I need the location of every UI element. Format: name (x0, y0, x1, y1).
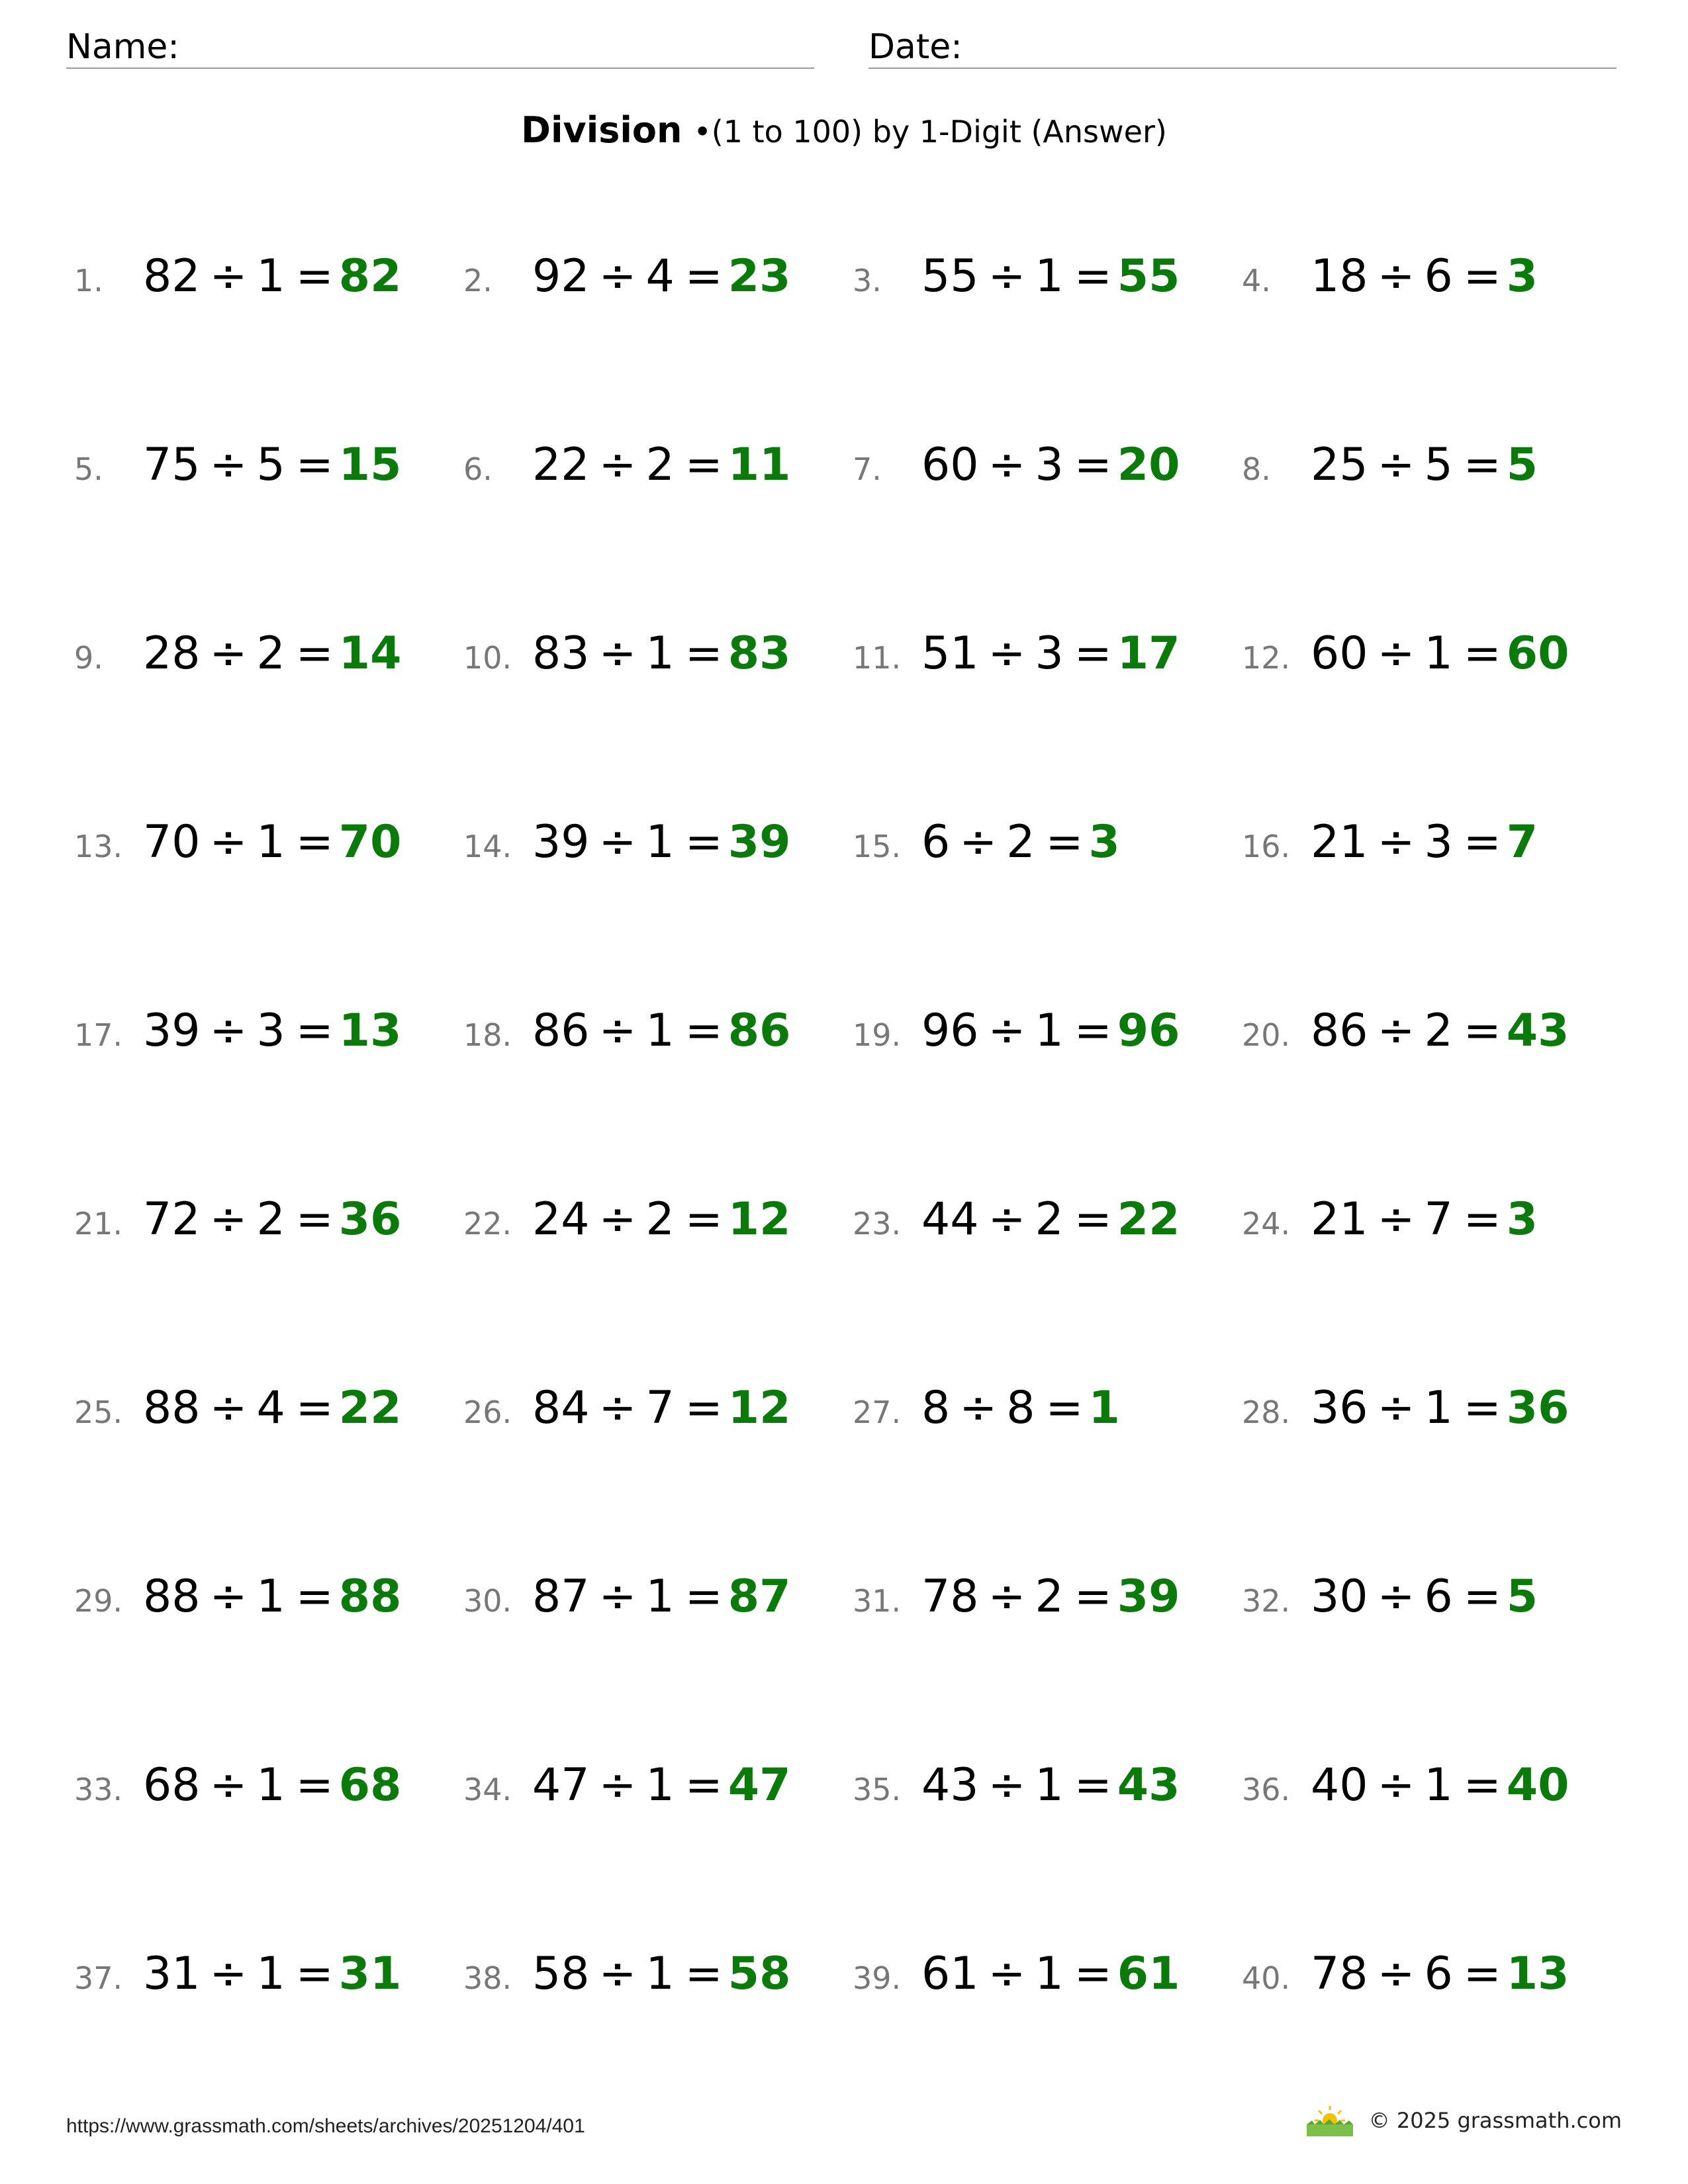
problem-number: 38. (463, 1960, 512, 1996)
equals-sign: = (1045, 1382, 1084, 1434)
problem-item (853, 1948, 1242, 2034)
answer: 13 (338, 1005, 402, 1057)
divisor: 3 (1035, 627, 1064, 680)
dividend: 88 (143, 1382, 201, 1434)
problem-item (74, 1382, 463, 1468)
division-sign: ÷ (598, 250, 637, 302)
division-sign: ÷ (209, 1193, 248, 1246)
answer: 23 (727, 250, 791, 302)
answer: 31 (338, 1948, 402, 2000)
answer: 20 (1117, 439, 1180, 491)
divisor: 1 (1035, 1759, 1064, 1811)
problem-item (74, 1948, 463, 2034)
division-sign: ÷ (988, 1570, 1026, 1623)
problem-item (74, 627, 463, 713)
equals-sign: = (295, 439, 334, 491)
problem-number: 14. (463, 829, 512, 864)
equals-sign: = (1074, 1948, 1112, 2000)
divisor: 6 (1424, 1948, 1453, 2000)
dividend: 58 (532, 1948, 590, 2000)
answer: 58 (727, 1948, 791, 2000)
answer: 68 (338, 1759, 402, 1811)
footer-url: https://www.grassmath.com/sheets/archives/20251204/401 (66, 2115, 585, 2137)
dividend: 83 (532, 627, 590, 680)
problem-item (74, 250, 463, 336)
dividend: 31 (143, 1948, 201, 2000)
equals-sign: = (1463, 816, 1501, 868)
dividend: 68 (143, 1759, 201, 1811)
answer: 22 (338, 1382, 402, 1434)
problem-number: 15. (853, 829, 902, 864)
divisor: 7 (645, 1382, 675, 1434)
answer: 88 (338, 1570, 402, 1623)
dividend: 60 (1311, 627, 1368, 680)
problem-number: 24. (1242, 1206, 1291, 1242)
answer: 55 (1117, 250, 1180, 302)
problem-number: 32. (1242, 1583, 1291, 1619)
dividend: 88 (143, 1570, 201, 1623)
problem-item (463, 1570, 853, 1657)
equals-sign: = (1074, 1570, 1112, 1623)
division-sign: ÷ (1377, 1570, 1415, 1623)
problem-item (853, 250, 1242, 336)
problem-number: 12. (1242, 640, 1291, 676)
division-sign: ÷ (209, 1948, 248, 2000)
answer: 60 (1506, 627, 1570, 680)
problem-number: 7. (853, 451, 882, 487)
answer: 3 (1088, 816, 1120, 868)
divisor: 5 (1424, 439, 1453, 491)
equals-sign: = (684, 1193, 723, 1246)
problem-number: 17. (74, 1017, 123, 1053)
divisor: 6 (1424, 1570, 1453, 1623)
problem-item (1242, 439, 1631, 525)
answer: 61 (1117, 1948, 1180, 2000)
equals-sign: = (1074, 439, 1112, 491)
dividend: 18 (1311, 250, 1368, 302)
problem-item (74, 816, 463, 902)
division-sign: ÷ (598, 1570, 637, 1623)
dividend: 87 (532, 1570, 590, 1623)
divisor: 1 (645, 1948, 675, 2000)
problem-item (74, 1759, 463, 1845)
dividend: 22 (532, 439, 590, 491)
problem-number: 13. (74, 829, 123, 864)
problem-number: 4. (1242, 263, 1271, 298)
division-sign: ÷ (988, 627, 1026, 680)
dividend: 36 (1311, 1382, 1368, 1434)
problem-number: 16. (1242, 829, 1291, 864)
divisor: 1 (645, 1759, 675, 1811)
problem-number: 23. (853, 1206, 902, 1242)
answer: 96 (1117, 1005, 1180, 1057)
equals-sign: = (295, 627, 334, 680)
problem-item (463, 1005, 853, 1091)
problem-number: 18. (463, 1017, 512, 1053)
equals-sign: = (295, 816, 334, 868)
equals-sign: = (684, 627, 723, 680)
divisor: 8 (1006, 1382, 1035, 1434)
problem-number: 29. (74, 1583, 123, 1619)
problem-item (463, 816, 853, 902)
problem-item (853, 1193, 1242, 1279)
dividend: 28 (143, 627, 201, 680)
equals-sign: = (1463, 439, 1501, 491)
answer: 15 (338, 439, 402, 491)
equals-sign: = (1463, 1570, 1501, 1623)
division-sign: ÷ (988, 439, 1026, 491)
dividend: 92 (532, 250, 590, 302)
answer: 13 (1506, 1948, 1570, 2000)
date-field[interactable] (868, 26, 1617, 69)
answer: 43 (1117, 1759, 1180, 1811)
dividend: 78 (921, 1570, 979, 1623)
answer: 5 (1506, 1570, 1538, 1623)
problem-number: 6. (463, 451, 492, 487)
division-sign: ÷ (209, 1005, 248, 1057)
divisor: 1 (256, 1570, 285, 1623)
dividend: 25 (1311, 439, 1368, 491)
answer: 14 (338, 627, 402, 680)
dividend: 30 (1311, 1570, 1368, 1623)
division-sign: ÷ (1377, 1948, 1415, 2000)
problem-item (1242, 627, 1631, 713)
problem-item (74, 1005, 463, 1091)
equals-sign: = (1463, 627, 1501, 680)
division-sign: ÷ (1377, 1193, 1415, 1246)
problem-item (853, 627, 1242, 713)
answer: 39 (727, 816, 791, 868)
equals-sign: = (1463, 1193, 1501, 1246)
dividend: 78 (1311, 1948, 1368, 2000)
dividend: 60 (921, 439, 979, 491)
problem-number: 31. (853, 1583, 902, 1619)
problem-number: 9. (74, 640, 103, 676)
answer: 12 (727, 1382, 791, 1434)
equals-sign: = (295, 1948, 334, 2000)
problem-number: 35. (853, 1772, 902, 1807)
equals-sign: = (295, 1570, 334, 1623)
problem-number: 22. (463, 1206, 512, 1242)
divisor: 4 (256, 1382, 285, 1434)
problem-item (463, 627, 853, 713)
problem-number: 28. (1242, 1394, 1291, 1430)
equals-sign: = (1463, 1948, 1501, 2000)
problem-number: 27. (853, 1394, 902, 1430)
title-subtitle: (1 to 100) by 1-Digit (Answer) (711, 114, 1167, 150)
division-sign: ÷ (1377, 1382, 1415, 1434)
problem-item (74, 439, 463, 525)
divisor: 1 (256, 816, 285, 868)
dividend: 86 (532, 1005, 590, 1057)
divisor: 2 (1006, 816, 1035, 868)
dividend: 21 (1311, 1193, 1368, 1246)
equals-sign: = (684, 1005, 723, 1057)
problem-number: 21. (74, 1206, 123, 1242)
equals-sign: = (1463, 1759, 1501, 1811)
divisor: 2 (645, 439, 675, 491)
divisor: 1 (1424, 1382, 1453, 1434)
dividend: 39 (143, 1005, 201, 1057)
grass-sun-logo-icon (1305, 2103, 1354, 2138)
problem-item (1242, 1193, 1631, 1279)
division-sign: ÷ (1377, 816, 1415, 868)
division-sign: ÷ (598, 1759, 637, 1811)
division-sign: ÷ (598, 1382, 637, 1434)
date-label: Date: (868, 27, 962, 67)
dividend: 6 (921, 816, 951, 868)
division-sign: ÷ (209, 439, 248, 491)
dividend: 82 (143, 250, 201, 302)
division-sign: ÷ (1377, 250, 1415, 302)
problem-grid (74, 250, 1636, 2136)
problem-number: 40. (1242, 1960, 1291, 1996)
division-sign: ÷ (598, 1193, 637, 1246)
divisor: 2 (1035, 1193, 1064, 1246)
divisor: 2 (256, 627, 285, 680)
name-field[interactable] (66, 26, 814, 69)
divisor: 1 (645, 627, 675, 680)
name-label: Name: (66, 27, 179, 67)
equals-sign: = (1463, 250, 1501, 302)
equals-sign: = (684, 1570, 723, 1623)
equals-sign: = (1074, 1005, 1112, 1057)
equals-sign: = (1045, 816, 1084, 868)
problem-item (463, 250, 853, 336)
division-sign: ÷ (1377, 439, 1415, 491)
problem-item (853, 816, 1242, 902)
problem-item (74, 1193, 463, 1279)
answer: 5 (1506, 439, 1538, 491)
problem-item (1242, 1005, 1631, 1091)
problem-number: 33. (74, 1772, 123, 1807)
problem-number: 5. (74, 451, 103, 487)
divisor: 2 (1035, 1570, 1064, 1623)
dividend: 86 (1311, 1005, 1368, 1057)
title-main: Division (521, 109, 682, 151)
problem-item (853, 1382, 1242, 1468)
equals-sign: = (1463, 1382, 1501, 1434)
answer: 43 (1506, 1005, 1570, 1057)
equals-sign: = (1074, 627, 1112, 680)
division-sign: ÷ (598, 439, 637, 491)
division-sign: ÷ (209, 816, 248, 868)
answer: 70 (338, 816, 402, 868)
divisor: 3 (1424, 816, 1453, 868)
equals-sign: = (684, 1759, 723, 1811)
answer: 11 (727, 439, 791, 491)
problem-number: 26. (463, 1394, 512, 1430)
dividend: 51 (921, 627, 979, 680)
divisor: 1 (645, 816, 675, 868)
equals-sign: = (684, 1948, 723, 2000)
divisor: 2 (256, 1193, 285, 1246)
division-sign: ÷ (959, 1382, 998, 1434)
division-sign: ÷ (1377, 627, 1415, 680)
problem-item (853, 439, 1242, 525)
problem-item (463, 1948, 853, 2034)
dividend: 96 (921, 1005, 979, 1057)
answer: 86 (727, 1005, 791, 1057)
division-sign: ÷ (209, 1570, 248, 1623)
answer: 3 (1506, 1193, 1538, 1246)
division-sign: ÷ (988, 1948, 1026, 2000)
equals-sign: = (295, 250, 334, 302)
problem-number: 8. (1242, 451, 1271, 487)
problem-number: 2. (463, 263, 492, 298)
answer: 3 (1506, 250, 1538, 302)
equals-sign: = (1463, 1005, 1501, 1057)
division-sign: ÷ (1377, 1759, 1415, 1811)
division-sign: ÷ (988, 1759, 1026, 1811)
equals-sign: = (684, 250, 723, 302)
equals-sign: = (684, 1382, 723, 1434)
divisor: 1 (1424, 627, 1453, 680)
dividend: 39 (532, 816, 590, 868)
problem-number: 37. (74, 1960, 123, 1996)
divisor: 7 (1424, 1193, 1453, 1246)
division-sign: ÷ (1377, 1005, 1415, 1057)
problem-item (463, 439, 853, 525)
problem-item (463, 1759, 853, 1845)
problem-item (463, 1193, 853, 1279)
division-sign: ÷ (988, 1005, 1026, 1057)
dividend: 8 (921, 1382, 951, 1434)
problem-item (463, 1382, 853, 1468)
answer: 17 (1117, 627, 1180, 680)
answer: 36 (338, 1193, 402, 1246)
problem-item (1242, 1570, 1631, 1657)
divisor: 6 (1424, 250, 1453, 302)
dividend: 61 (921, 1948, 979, 2000)
division-sign: ÷ (209, 250, 248, 302)
division-sign: ÷ (988, 250, 1026, 302)
problem-item (1242, 1948, 1631, 2034)
problem-item (74, 1570, 463, 1657)
problem-number: 25. (74, 1394, 123, 1430)
answer: 39 (1117, 1570, 1180, 1623)
divisor: 4 (645, 250, 675, 302)
problem-number: 34. (463, 1772, 512, 1807)
dividend: 84 (532, 1382, 590, 1434)
dividend: 40 (1311, 1759, 1368, 1811)
divisor: 1 (256, 1759, 285, 1811)
problem-item (853, 1005, 1242, 1091)
dividend: 47 (532, 1759, 590, 1811)
answer: 47 (727, 1759, 791, 1811)
problem-number: 1. (74, 263, 103, 298)
dividend: 72 (143, 1193, 201, 1246)
equals-sign: = (1074, 250, 1112, 302)
divisor: 1 (1035, 1005, 1064, 1057)
problem-number: 39. (853, 1960, 902, 1996)
problem-item (1242, 1382, 1631, 1468)
divisor: 1 (645, 1005, 675, 1057)
dividend: 55 (921, 250, 979, 302)
divisor: 2 (1424, 1005, 1453, 1057)
dividend: 70 (143, 816, 201, 868)
division-sign: ÷ (598, 1005, 637, 1057)
footer-branding (1305, 2103, 1622, 2138)
footer-copyright: © 2025 grassmath.com (1368, 2108, 1622, 2133)
problem-item (1242, 816, 1631, 902)
divisor: 1 (1035, 1948, 1064, 2000)
problem-number: 3. (853, 263, 882, 298)
equals-sign: = (1074, 1193, 1112, 1246)
divisor: 2 (645, 1193, 675, 1246)
divisor: 1 (1035, 250, 1064, 302)
divisor: 3 (256, 1005, 285, 1057)
divisor: 1 (1424, 1759, 1453, 1811)
equals-sign: = (295, 1005, 334, 1057)
problem-number: 36. (1242, 1772, 1291, 1807)
division-sign: ÷ (209, 1759, 248, 1811)
division-sign: ÷ (959, 816, 998, 868)
problem-item (853, 1570, 1242, 1657)
problem-item (853, 1759, 1242, 1845)
division-sign: ÷ (598, 627, 637, 680)
title-bullet: • (693, 114, 712, 150)
answer: 87 (727, 1570, 791, 1623)
division-sign: ÷ (988, 1193, 1026, 1246)
equals-sign: = (295, 1193, 334, 1246)
dividend: 44 (921, 1193, 979, 1246)
answer: 40 (1506, 1759, 1570, 1811)
divisor: 5 (256, 439, 285, 491)
equals-sign: = (684, 439, 723, 491)
problem-number: 30. (463, 1583, 512, 1619)
divisor: 1 (256, 250, 285, 302)
answer: 7 (1506, 816, 1538, 868)
problem-item (1242, 1759, 1631, 1845)
answer: 1 (1088, 1382, 1120, 1434)
division-sign: ÷ (209, 1382, 248, 1434)
problem-number: 19. (853, 1017, 902, 1053)
divisor: 3 (1035, 439, 1064, 491)
equals-sign: = (684, 816, 723, 868)
answer: 36 (1506, 1382, 1570, 1434)
dividend: 75 (143, 439, 201, 491)
problem-number: 20. (1242, 1017, 1291, 1053)
answer: 82 (338, 250, 402, 302)
dividend: 21 (1311, 816, 1368, 868)
answer: 22 (1117, 1193, 1180, 1246)
problem-number: 11. (853, 640, 902, 676)
equals-sign: = (1074, 1759, 1112, 1811)
equals-sign: = (295, 1382, 334, 1434)
dividend: 24 (532, 1193, 590, 1246)
problem-item (1242, 250, 1631, 336)
answer: 12 (727, 1193, 791, 1246)
equals-sign: = (295, 1759, 334, 1811)
division-sign: ÷ (598, 1948, 637, 2000)
problem-number: 10. (463, 640, 512, 676)
divisor: 1 (256, 1948, 285, 2000)
division-sign: ÷ (209, 627, 248, 680)
dividend: 43 (921, 1759, 979, 1811)
answer: 83 (727, 627, 791, 680)
worksheet-title (0, 107, 1688, 155)
division-sign: ÷ (598, 816, 637, 868)
divisor: 1 (645, 1570, 675, 1623)
